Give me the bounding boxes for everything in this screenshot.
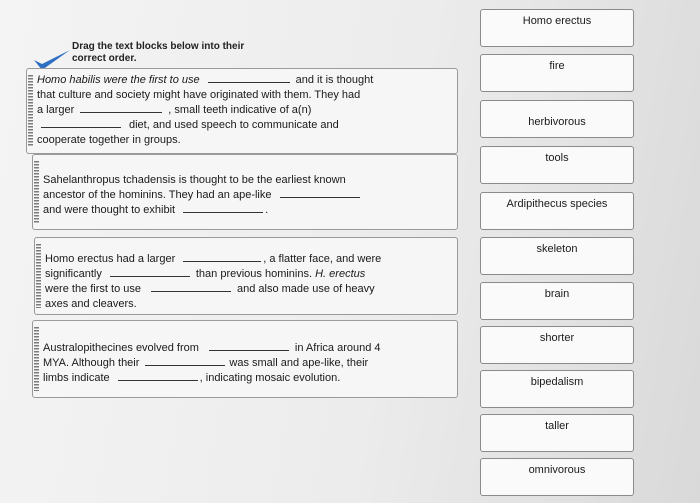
- question-line: Australopithecines evolved from in Africa around 4: [43, 342, 381, 354]
- question-line: were the first to use and also made use of heavy: [45, 283, 375, 295]
- answer-chip[interactable]: omnivorous: [480, 458, 634, 496]
- drag-handle-icon[interactable]: [28, 75, 33, 147]
- question-line: ancestor of the hominins. They had an ape-like: [43, 188, 451, 204]
- answer-chip[interactable]: fire: [480, 54, 634, 92]
- question-line: diet, and used speech to communicate and: [37, 118, 451, 134]
- drag-handle-icon[interactable]: [36, 244, 41, 308]
- question-block-homo-erectus[interactable]: [34, 237, 458, 315]
- answer-chip[interactable]: herbivorous: [480, 100, 634, 138]
- question-block-australopithecines[interactable]: [32, 320, 458, 398]
- instructions-title: Drag the text blocks below into their correct order.: [72, 41, 245, 64]
- question-line: Homo erectus had a larger , a flatter face, and were: [45, 253, 382, 265]
- drag-handle-icon[interactable]: [34, 327, 39, 391]
- question-line: MYA. Although their was small and ape-like, their: [43, 357, 369, 369]
- question-line: cooperate together in groups.: [37, 134, 181, 146]
- question-line: Sahelanthropus tchadensis is thought to be the earliest known: [43, 174, 346, 186]
- question-line: axes and cleavers.: [45, 298, 137, 310]
- answer-chip[interactable]: bipedalism: [480, 370, 634, 408]
- answer-chip[interactable]: taller: [480, 414, 634, 452]
- question-line: a larger , small teeth indicative of a(n): [37, 104, 312, 116]
- answer-chip[interactable]: brain: [480, 282, 634, 320]
- question-line: that culture and society might have originated with them. They had: [37, 89, 361, 101]
- answer-chip[interactable]: skeleton: [480, 237, 634, 275]
- drag-handle-icon[interactable]: [34, 161, 39, 223]
- question-line: and were thought to exhibit .: [43, 204, 269, 216]
- question-block-homo-habilis[interactable]: [26, 68, 458, 154]
- question-line: Homo habilis were the first to use and it is thought: [37, 74, 374, 86]
- answer-chip[interactable]: tools: [480, 146, 634, 184]
- answer-chip[interactable]: Homo erectus: [480, 9, 634, 47]
- answer-chip[interactable]: shorter: [480, 326, 634, 364]
- answer-chip[interactable]: Ardipithecus species: [480, 192, 634, 230]
- question-line: significantly than previous hominins. H. erectus: [45, 268, 366, 280]
- question-block-sahelanthropus[interactable]: [32, 154, 458, 230]
- question-line: limbs indicate , indicating mosaic evolution.: [43, 372, 341, 384]
